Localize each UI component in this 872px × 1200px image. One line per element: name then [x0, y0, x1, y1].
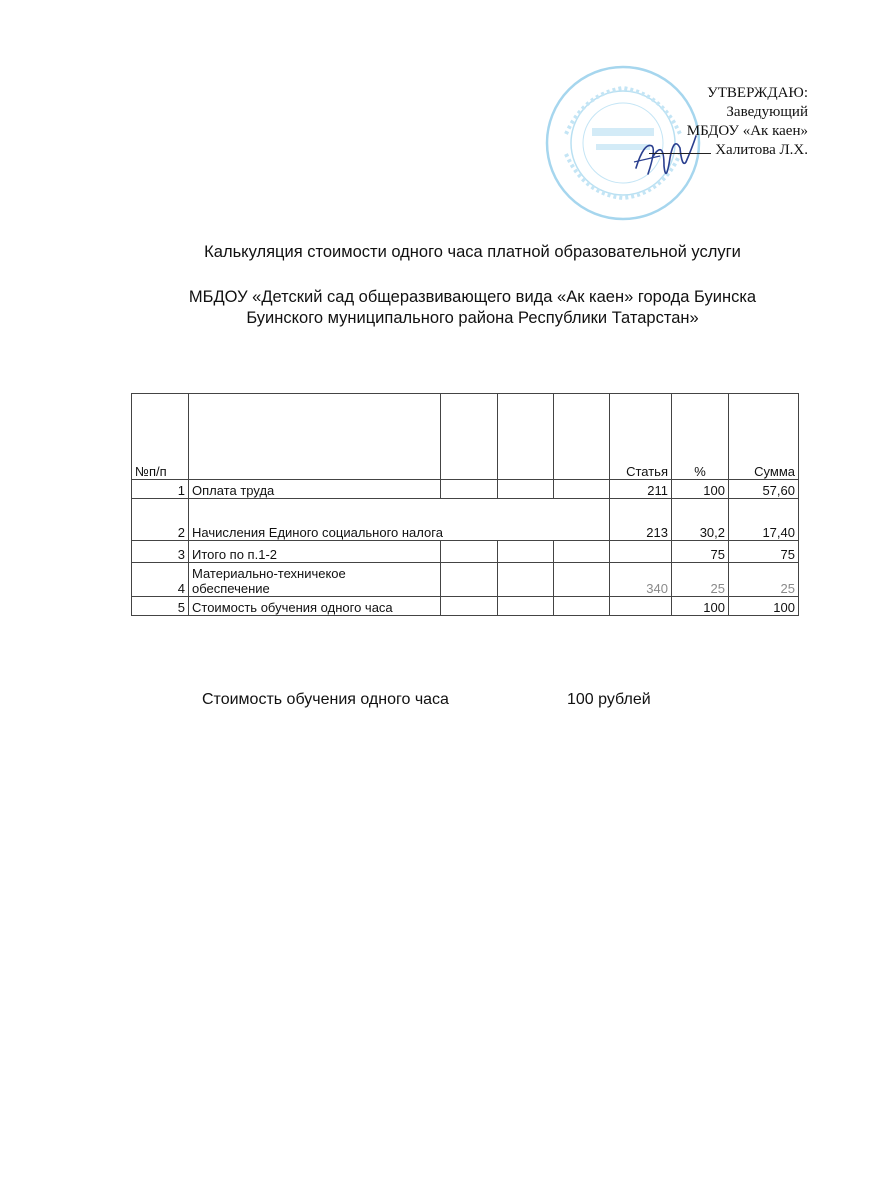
row-no: 4	[132, 563, 189, 597]
row-sum: 17,40	[729, 499, 799, 541]
summary-label: Стоимость обучения одного часа	[202, 691, 449, 708]
organization-line-2: Буинского муниципального района Республики Татарстан»	[246, 309, 699, 327]
empty-cell	[441, 394, 498, 480]
row-name	[189, 563, 441, 597]
table-row	[132, 480, 799, 499]
signature-rule	[649, 141, 711, 154]
row-article	[610, 541, 672, 563]
calculation-table	[131, 393, 799, 616]
row-name-line-2: обеспечение	[192, 581, 270, 596]
header-article: Статья	[610, 394, 672, 480]
row-name: Оплата труда	[189, 480, 441, 499]
approver-name: Халитова Л.Х.	[715, 142, 808, 158]
row-article: 211	[610, 480, 672, 499]
row-name-line-1: Материально-техничекое	[192, 566, 346, 581]
row-article: 213	[610, 499, 672, 541]
empty-cell	[554, 597, 610, 616]
approval-block	[649, 84, 808, 160]
approver-position: Заведующий	[726, 104, 808, 120]
table-header-row	[132, 394, 799, 480]
organization-name	[0, 287, 872, 329]
organization-line-1: МБДОУ «Детский сад общеразвивающего вида «Ак каен» города Буинска	[188, 288, 757, 306]
row-percent: 100	[672, 480, 729, 499]
row-article	[610, 597, 672, 616]
row-name: Начисления Единого социального налога	[189, 499, 610, 541]
table-row	[132, 499, 799, 541]
empty-cell	[554, 541, 610, 563]
row-sum: 57,60	[729, 480, 799, 499]
row-name: Стоимость обучения одного часа	[189, 597, 441, 616]
header-sum: Сумма	[729, 394, 799, 480]
empty-cell	[498, 541, 554, 563]
header-no: №п/п	[132, 394, 189, 480]
row-article: 340	[610, 563, 672, 597]
empty-cell	[554, 480, 610, 499]
empty-cell	[554, 563, 610, 597]
empty-cell	[498, 563, 554, 597]
approve-label: УТВЕРЖДАЮ:	[707, 85, 808, 101]
row-sum: 75	[729, 541, 799, 563]
empty-cell	[498, 597, 554, 616]
row-sum: 100	[729, 597, 799, 616]
empty-cell	[498, 394, 554, 480]
header-name	[189, 394, 441, 480]
signature-line	[649, 141, 808, 160]
summary-value: 100 рублей	[567, 691, 651, 708]
row-no: 1	[132, 480, 189, 499]
row-percent: 30,2	[672, 499, 729, 541]
table-row	[132, 541, 799, 563]
row-percent: 75	[672, 541, 729, 563]
empty-cell	[441, 563, 498, 597]
row-sum: 25	[729, 563, 799, 597]
table-row	[132, 597, 799, 616]
header-percent: %	[672, 394, 729, 480]
row-percent: 25	[672, 563, 729, 597]
empty-cell	[441, 480, 498, 499]
row-name: Итого по п.1-2	[189, 541, 441, 563]
row-no: 5	[132, 597, 189, 616]
empty-cell	[441, 541, 498, 563]
row-no: 3	[132, 541, 189, 563]
empty-cell	[441, 597, 498, 616]
summary-line	[202, 691, 651, 709]
table-row	[132, 563, 799, 597]
row-percent: 100	[672, 597, 729, 616]
approver-organization: МБДОУ «Ак каен»	[686, 123, 808, 139]
document-title: Калькуляция стоимости одного часа платной образовательной услуги	[204, 243, 741, 261]
empty-cell	[498, 480, 554, 499]
row-no: 2	[132, 499, 189, 541]
empty-cell	[554, 394, 610, 480]
